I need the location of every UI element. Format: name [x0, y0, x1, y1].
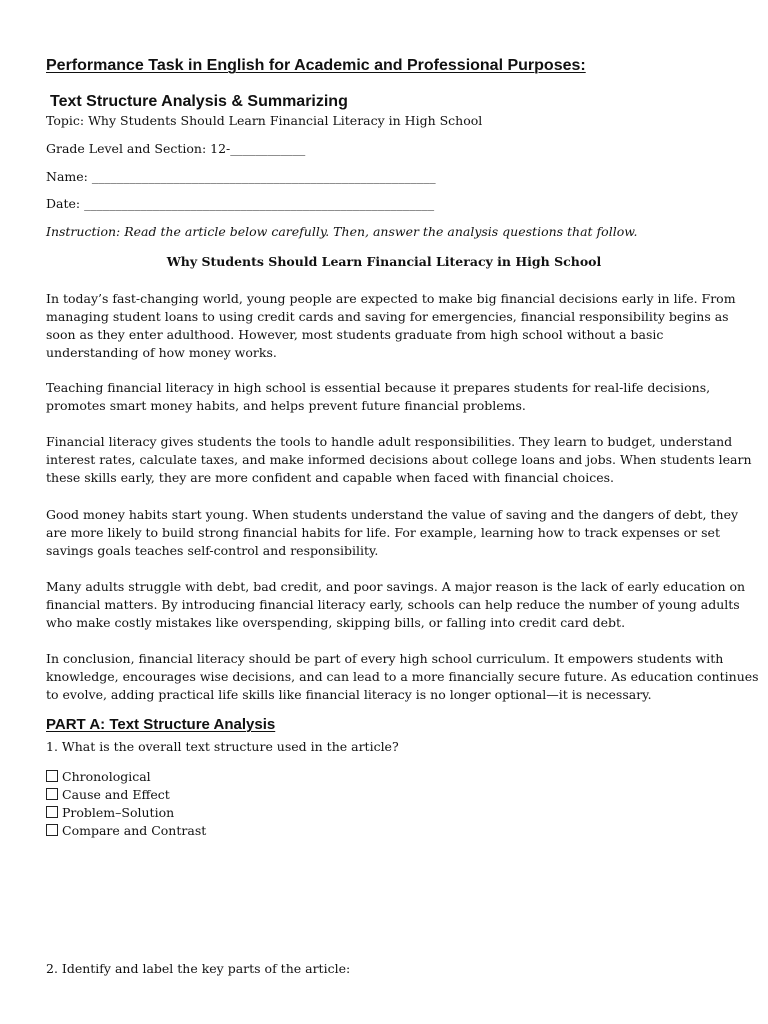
article-title: Why Students Should Learn Financial Literacy in High School	[166, 254, 602, 269]
option-problem-solution[interactable]: Problem–Solution	[46, 804, 206, 822]
question-2: 2. Identify and label the key parts of the article:	[46, 961, 351, 976]
question-1: 1. What is the overall text structure used in the article?	[46, 739, 399, 754]
article-paragraph-6: In conclusion, financial literacy should be part of every high school curriculum. It empowers students with knowledge, encourages wise decisions, and can lead to a more financially secure future. As education continues to evolve, adding practical life skills like financial literacy is no longer optional—it is necessary.	[46, 651, 759, 702]
checkbox-icon[interactable]	[46, 770, 58, 782]
article-paragraph-3: Financial literacy gives students the tools to handle adult responsibilities. They learn to budget, understand interest rates, calculate taxes, and make informed decisions about college loans and jobs. When students learn these skills early, they are more confident and capable when faced with financial choices.	[46, 434, 752, 485]
checkbox-icon[interactable]	[46, 788, 58, 800]
topic-line: Topic: Why Students Should Learn Financial Literacy in High School	[46, 113, 483, 128]
option-cause-effect[interactable]: Cause and Effect	[46, 786, 206, 804]
part-a-heading: PART A: Text Structure Analysis	[46, 716, 276, 733]
option-compare-contrast[interactable]: Compare and Contrast	[46, 822, 206, 840]
article-paragraph-4: Good money habits start young. When students understand the value of saving and the dangers of debt, they are more likely to build strong financial habits for life. For example, learning how to track expenses or set savings goals teaches self-control and responsibility.	[46, 507, 739, 558]
option-list	[46, 768, 206, 840]
checkbox-icon[interactable]	[46, 824, 58, 836]
name-field[interactable]: Name: _______________________________________________________	[46, 169, 436, 184]
grade-field[interactable]: Grade Level and Section: 12-____________	[46, 141, 306, 156]
page-title: Performance Task in English for Academic and Professional Purposes:	[46, 57, 586, 74]
article-paragraph-5: Many adults struggle with debt, bad credit, and poor savings. A major reason is the lack of early education on financial matters. By introducing financial literacy early, schools can help reduce the number of young adults who make costly mistakes like overspending, skipping bills, or falling into credit card debt.	[46, 579, 746, 630]
article-paragraph-1: In today’s fast-changing world, young people are expected to make big financial decisions early in life. From managing student loans to using credit cards and saving for emergencies, financial responsibility begins as soon as they enter adulthood. However, most students graduate from high school without a basic understanding of how money works.	[46, 291, 736, 360]
page-subtitle: Text Structure Analysis & Summarizing	[50, 93, 348, 110]
option-chronological[interactable]: Chronological	[46, 768, 206, 786]
date-field[interactable]: Date: ________________________________________________________	[46, 196, 435, 211]
article-paragraph-2: Teaching financial literacy in high school is essential because it prepares students for real-life decisions, promotes smart money habits, and helps prevent future financial problems.	[46, 380, 711, 413]
instruction-text: Instruction: Read the article below carefully. Then, answer the analysis questions that follow.	[46, 224, 638, 239]
checkbox-icon[interactable]	[46, 806, 58, 818]
